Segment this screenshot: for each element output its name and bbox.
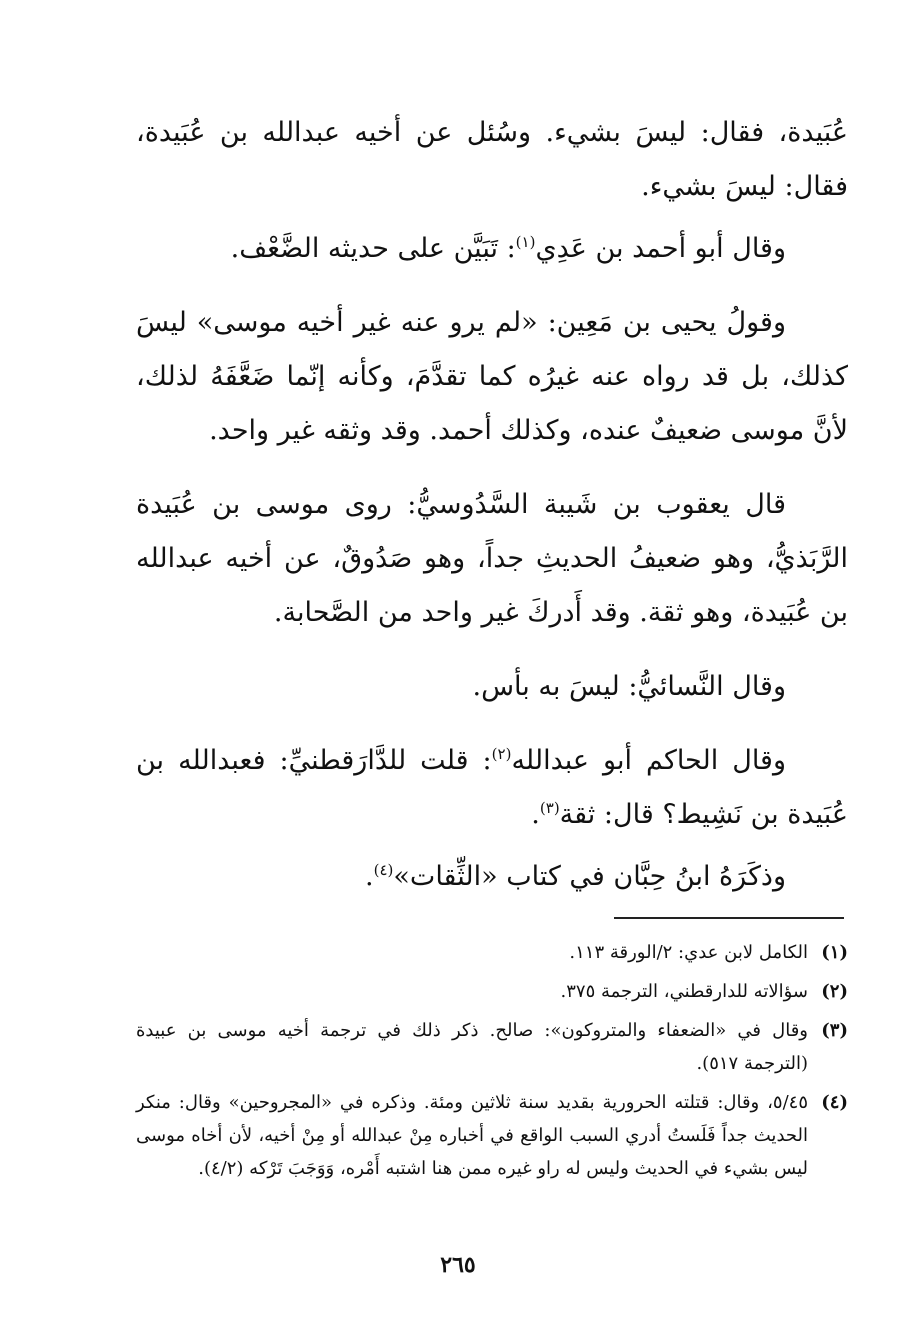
paragraph-7-text-b: . (365, 861, 374, 892)
footnote-4 (136, 1086, 848, 1185)
footnote-3 (136, 1014, 848, 1080)
paragraph-3: وقولُ يحيى بن مَعِين: «لم يرو عنه غير أخيه موسى» ليسَ كذلك، بل قد رواه عنه غيرُه كما تقدَّمَ، وكأنه إنّما ضَعَّفَهُ لذلك، لأنَّ موسى ضعيفٌ عنده، وكذلك أحمد. وقد وثقه غير واحد. (136, 307, 848, 446)
footnote-ref-4: (٤) (373, 861, 394, 879)
paragraph-6-text-c: . (531, 799, 540, 830)
paragraph-7 (136, 850, 848, 904)
paragraph-7-text-a: وذكَرَهُ ابنُ حِبَّان في كتاب «الثِّقات» (393, 861, 786, 892)
main-text (136, 106, 848, 904)
footnote-number: (١) (821, 942, 848, 963)
footnote-text: وقال في «الضعفاء والمتروكون»: صالح. ذكر ذلك في ترجمة أخيه موسى بن عبيدة (الترجمة ٥١٧). (136, 1020, 808, 1074)
paragraph-2-text-a: وقال أبو أحمد بن عَدِي (535, 233, 786, 264)
footnote-2 (136, 975, 848, 1008)
footnote-number: (٤) (821, 1092, 848, 1113)
footnote-ref-3: (٣) (539, 799, 560, 817)
paragraph-4: قال يعقوب بن شَيبة السَّدُوسيُّ: روى موسى بن عُبَيدة الرَّبَذيُّ، وهو ضعيفُ الحديثِ جداً، وهو صَدُوقٌ، عن أخيه عبدالله بن عُبَيدة، وهو ثقة. وقد أَدركَ غير واحد من الصَّحابة. (136, 489, 848, 628)
page-number: ٢٦٥ (440, 1252, 476, 1278)
footnote-ref-1: (١) (515, 233, 536, 251)
footnote-1 (136, 936, 848, 969)
footnote-separator (614, 917, 844, 919)
paragraph-6 (136, 734, 848, 842)
footnote-number: (٣) (821, 1020, 848, 1041)
paragraph-2-text-b: : تَبَيَّن على حديثه الضَّعْف. (230, 233, 516, 264)
paragraph-6-text-b: : قلت للدَّارَقطنيِّ: فعبدالله بن عُبَيدة بن نَشِيط؟ قال: ثقة (136, 745, 848, 830)
footnote-text: ٥/٤٥، وقال: قتلته الحرورية بقديد سنة ثلاثين ومئة. وذكره في «المجروحين» وقال: منكر الحديث جداً فَلَستُ أدري السبب الواقع في أخباره مِنْ عبدالله أو مِنْ أخيه، لأن أخاه موسى ليس بشيء في الحديث وليس له راو غيره ممن هنا اشتبه أَمْره، وَوَجَبَ تَرْكه (٤/٢). (136, 1092, 808, 1179)
paragraph-6-text-a: وقال الحاكم أبو عبدالله (511, 745, 787, 776)
footnote-number: (٢) (821, 981, 848, 1002)
paragraph-5: وقال النَّسائيُّ: ليسَ به بأس. (472, 671, 786, 702)
paragraph-2 (136, 222, 848, 276)
footnote-text: سؤالاته للدارقطني، الترجمة ٣٧٥. (560, 981, 808, 1002)
paragraph-1: عُبَيدة، فقال: ليسَ بشيء. وسُئل عن أخيه عبدالله بن عُبَيدة، فقال: ليسَ بشيء. (136, 117, 848, 202)
footnote-ref-2: (٢) (491, 745, 512, 763)
footnotes (136, 936, 848, 1191)
footnote-text: الكامل لابن عدي: ٢/الورقة ١١٣. (569, 942, 808, 963)
